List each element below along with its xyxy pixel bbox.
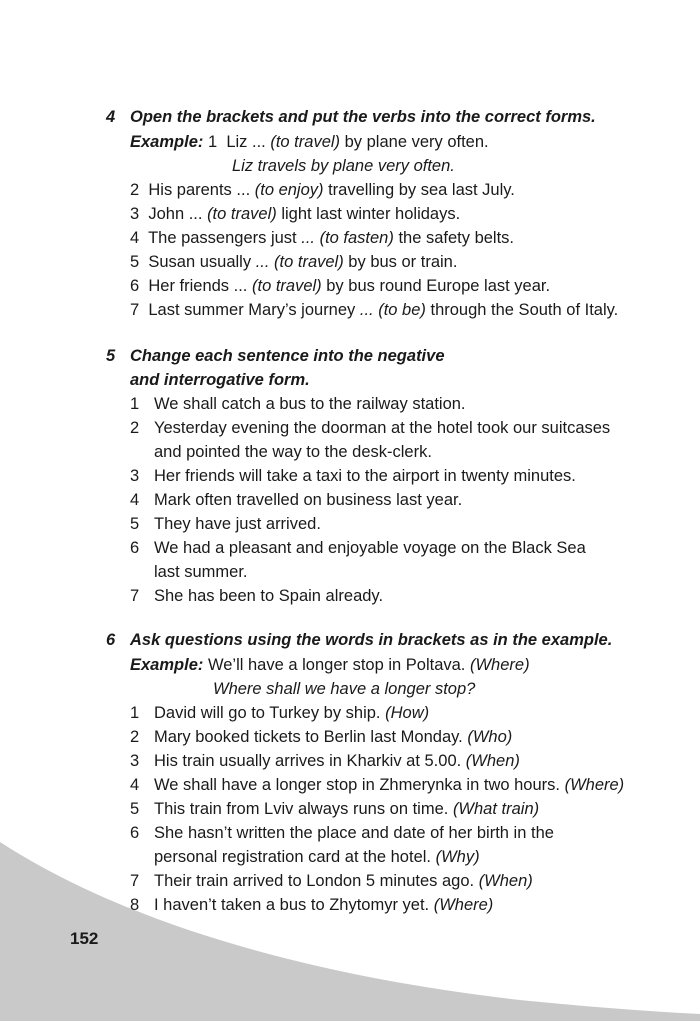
exercise-title-cont: and interrogative form.	[130, 371, 310, 389]
list-item: They have just arrived.	[154, 515, 321, 533]
example-line	[130, 653, 530, 677]
example-line	[130, 130, 489, 154]
list-item: 5 Susan usually ... (to travel) by bus or train.	[130, 253, 458, 271]
exercise-number: 6	[106, 631, 116, 649]
list-item: We shall catch a bus to the railway station.	[154, 395, 466, 413]
list-item: I haven’t taken a bus to Zhytomyr yet. (Where)	[154, 896, 494, 914]
list-item: 3 John ... (to travel) light last winter holidays.	[130, 205, 461, 223]
exercise-title: Open the brackets and put the verbs into the correct forms.	[130, 108, 596, 126]
example-answer: Liz travels by plane very often.	[232, 157, 455, 175]
list-item: 6 Her friends ... (to travel) by bus round Europe last year.	[130, 277, 551, 295]
list-item: Mark often travelled on business last year.	[154, 491, 463, 509]
example-text: Liz ...	[226, 133, 271, 151]
exercise-title: Ask questions using the words in brackets as in the example.	[130, 631, 613, 649]
list-item: She has been to Spain already.	[154, 587, 384, 605]
example-label: Example:	[130, 133, 204, 151]
list-item: 4 The passengers just ... (to fasten) the safety belts.	[130, 229, 515, 247]
list-item: His train usually arrives in Kharkiv at 5.00. (When)	[154, 752, 520, 770]
list-item: Her friends will take a taxi to the airport in twenty minutes.	[154, 467, 576, 485]
list-item: This train from Lviv always runs on time. (What train)	[154, 800, 540, 818]
list-item: She hasn’t written the place and date of her birth in the	[154, 824, 554, 842]
list-item: 2 His parents ... (to enjoy) travelling by sea last July.	[130, 181, 515, 199]
example-hint: (to travel)	[270, 133, 341, 151]
list-item-cont: personal registration card at the hotel. (Why)	[154, 848, 480, 866]
example-hint: (Where)	[469, 656, 530, 674]
list-item-cont: last summer.	[154, 563, 248, 581]
exercise-number: 4	[106, 108, 116, 126]
example-answer: Where shall we have a longer stop?	[213, 680, 476, 698]
textbook-page: 4 Open the brackets and put the verbs into the correct forms. Example: 1 Liz ... (to travel) by plane very often. Liz travels by plane very often. 2 His parents ... (to enjoy) travelling by sea last July. 3 John ... (to travel) light last winter holidays. 4 The passengers just ... (to fasten) the safety belts. 5 Susan usually ... (to travel) by bus or train. 6 Her friends ... (to travel) by bus round Europe last year. 7 Last summer Mary’s journey ... (to be) through the South of Italy. 5 Change each sentence into the negative and interrogative form. 1 We shall catch a bus to the railway station. 2 Yesterday evening the doorman at the hotel took our suitcases and pointed the way to the desk-clerk. 3 Her friends will take a taxi to the airport in twenty minutes. 4 Mark often travelled on business last year. 5 They have just arrived. 6 We had a pleasant and enjoyable voyage on the Black Sea last summer. 7 She has been to Spain already. 6 Ask questions using the words in brackets as in the example. Example: We’ll have a longer stop in Poltava. (Where) Where shall we have a longer stop? 1 David will go to Turkey by ship. (How) 2 Mary booked tickets to Berlin last Monday. (Who) 3 His train usually arrives in Kharkiv at 5.00. (When) 4 We shall have a longer stop in Zhmerynka in two hours. (Where) 5 This train from Lviv always runs on time. (What train) 6 She hasn’t written the place and date of her birth in the personal registration card at the hotel. (Why) 7 Their train arrived to London 5 minutes ago. (When) 8 I haven’t taken a bus to Zhytomyr yet. (Where) 152	[0, 0, 700, 1021]
page-number: 152	[70, 929, 99, 948]
list-item: Their train arrived to London 5 minutes ago. (When)	[154, 872, 533, 890]
list-item: David will go to Turkey by ship. (How)	[154, 704, 430, 722]
list-item: We had a pleasant and enjoyable voyage on the Black Sea	[154, 539, 586, 557]
list-item-cont: and pointed the way to the desk-clerk.	[154, 443, 432, 461]
list-item: 7 Last summer Mary’s journey ... (to be) through the South of Italy.	[130, 301, 619, 319]
list-item: Yesterday evening the doorman at the hotel took our suitcases	[154, 419, 611, 437]
list-item: Mary booked tickets to Berlin last Monday. (Who)	[154, 728, 513, 746]
exercise-number: 5	[106, 347, 116, 365]
example-rest: by plane very often.	[340, 133, 489, 151]
list-item: We shall have a longer stop in Zhmerynka in two hours. (Where)	[154, 776, 625, 794]
example-number: 1	[207, 133, 218, 151]
exercise-title: Change each sentence into the negative	[130, 347, 445, 365]
example-label: Example:	[130, 656, 204, 674]
example-text: We’ll have a longer stop in Poltava.	[207, 656, 470, 674]
